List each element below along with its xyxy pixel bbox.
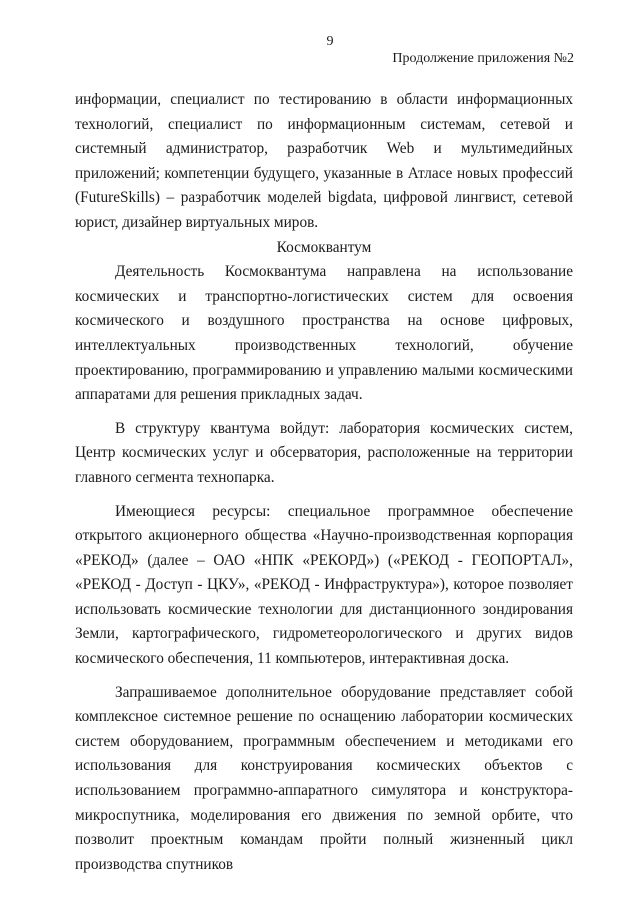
section-heading: Космоквантум: [276, 238, 372, 256]
paragraph: Имеющиеся ресурсы: специальное программное обеспечение открытого акционерного общества «Научно-производственная корпорация «РЕКОД» (далее – ОАО «НПК «РЕКОРД») («РЕКОД - ГЕОПОРТАЛ», «РЕКОД - Доступ - ЦКУ», «РЕКОД - Инфраструктура»), которое позволяет использовать космические технологии для дистанционного зондирования Земли, картографического, гидрометеорологического и других видов космического обеспечения, 11 компьютеров, интерактивная доска.: [75, 502, 573, 668]
paragraph: Деятельность Космоквантума направлена на использование космических и транспортно-логистических систем для освоения космического и воздушного пространства на основе цифровых, интеллектуальных производственных технологий, обучение проектированию, программированию и управлению малыми космическими аппаратами для решения прикладных задач.: [75, 263, 573, 404]
paragraph: Запрашиваемое дополнительное оборудование представляет собой комплексное системное решение по оснащению лаборатории космических систем оборудованием, программным обеспечением и методиками его использования для конструирования космических объектов с использованием программно-аппаратного симулятора и конструктора-микроспутника, моделирования его движения по земной орбите, что позволит проектным командам пройти полный жизненный цикл производства спутников: [75, 683, 573, 873]
paragraph: В структуру квантума войдут: лаборатория космических систем, Центр космических услуг и обсерватория, расположенные на территории главного сегмента технопарка.: [75, 419, 573, 486]
document-body: [75, 88, 573, 886]
page-number: 9: [326, 34, 334, 49]
intro-paragraph: информации, специалист по тестированию в области информационных технологий, специалист по информационным системам, сетевой и системный администратор, разработчик Web и мультимедийных приложений; компетенции будущего, указанные в Атласе новых профессий (FutureSkills) – разработчик моделей bigdata, цифровой лингвист, сетевой юрист, дизайнер виртуальных миров.: [75, 91, 573, 231]
appendix-note: Продолжение приложения №2: [392, 51, 574, 66]
